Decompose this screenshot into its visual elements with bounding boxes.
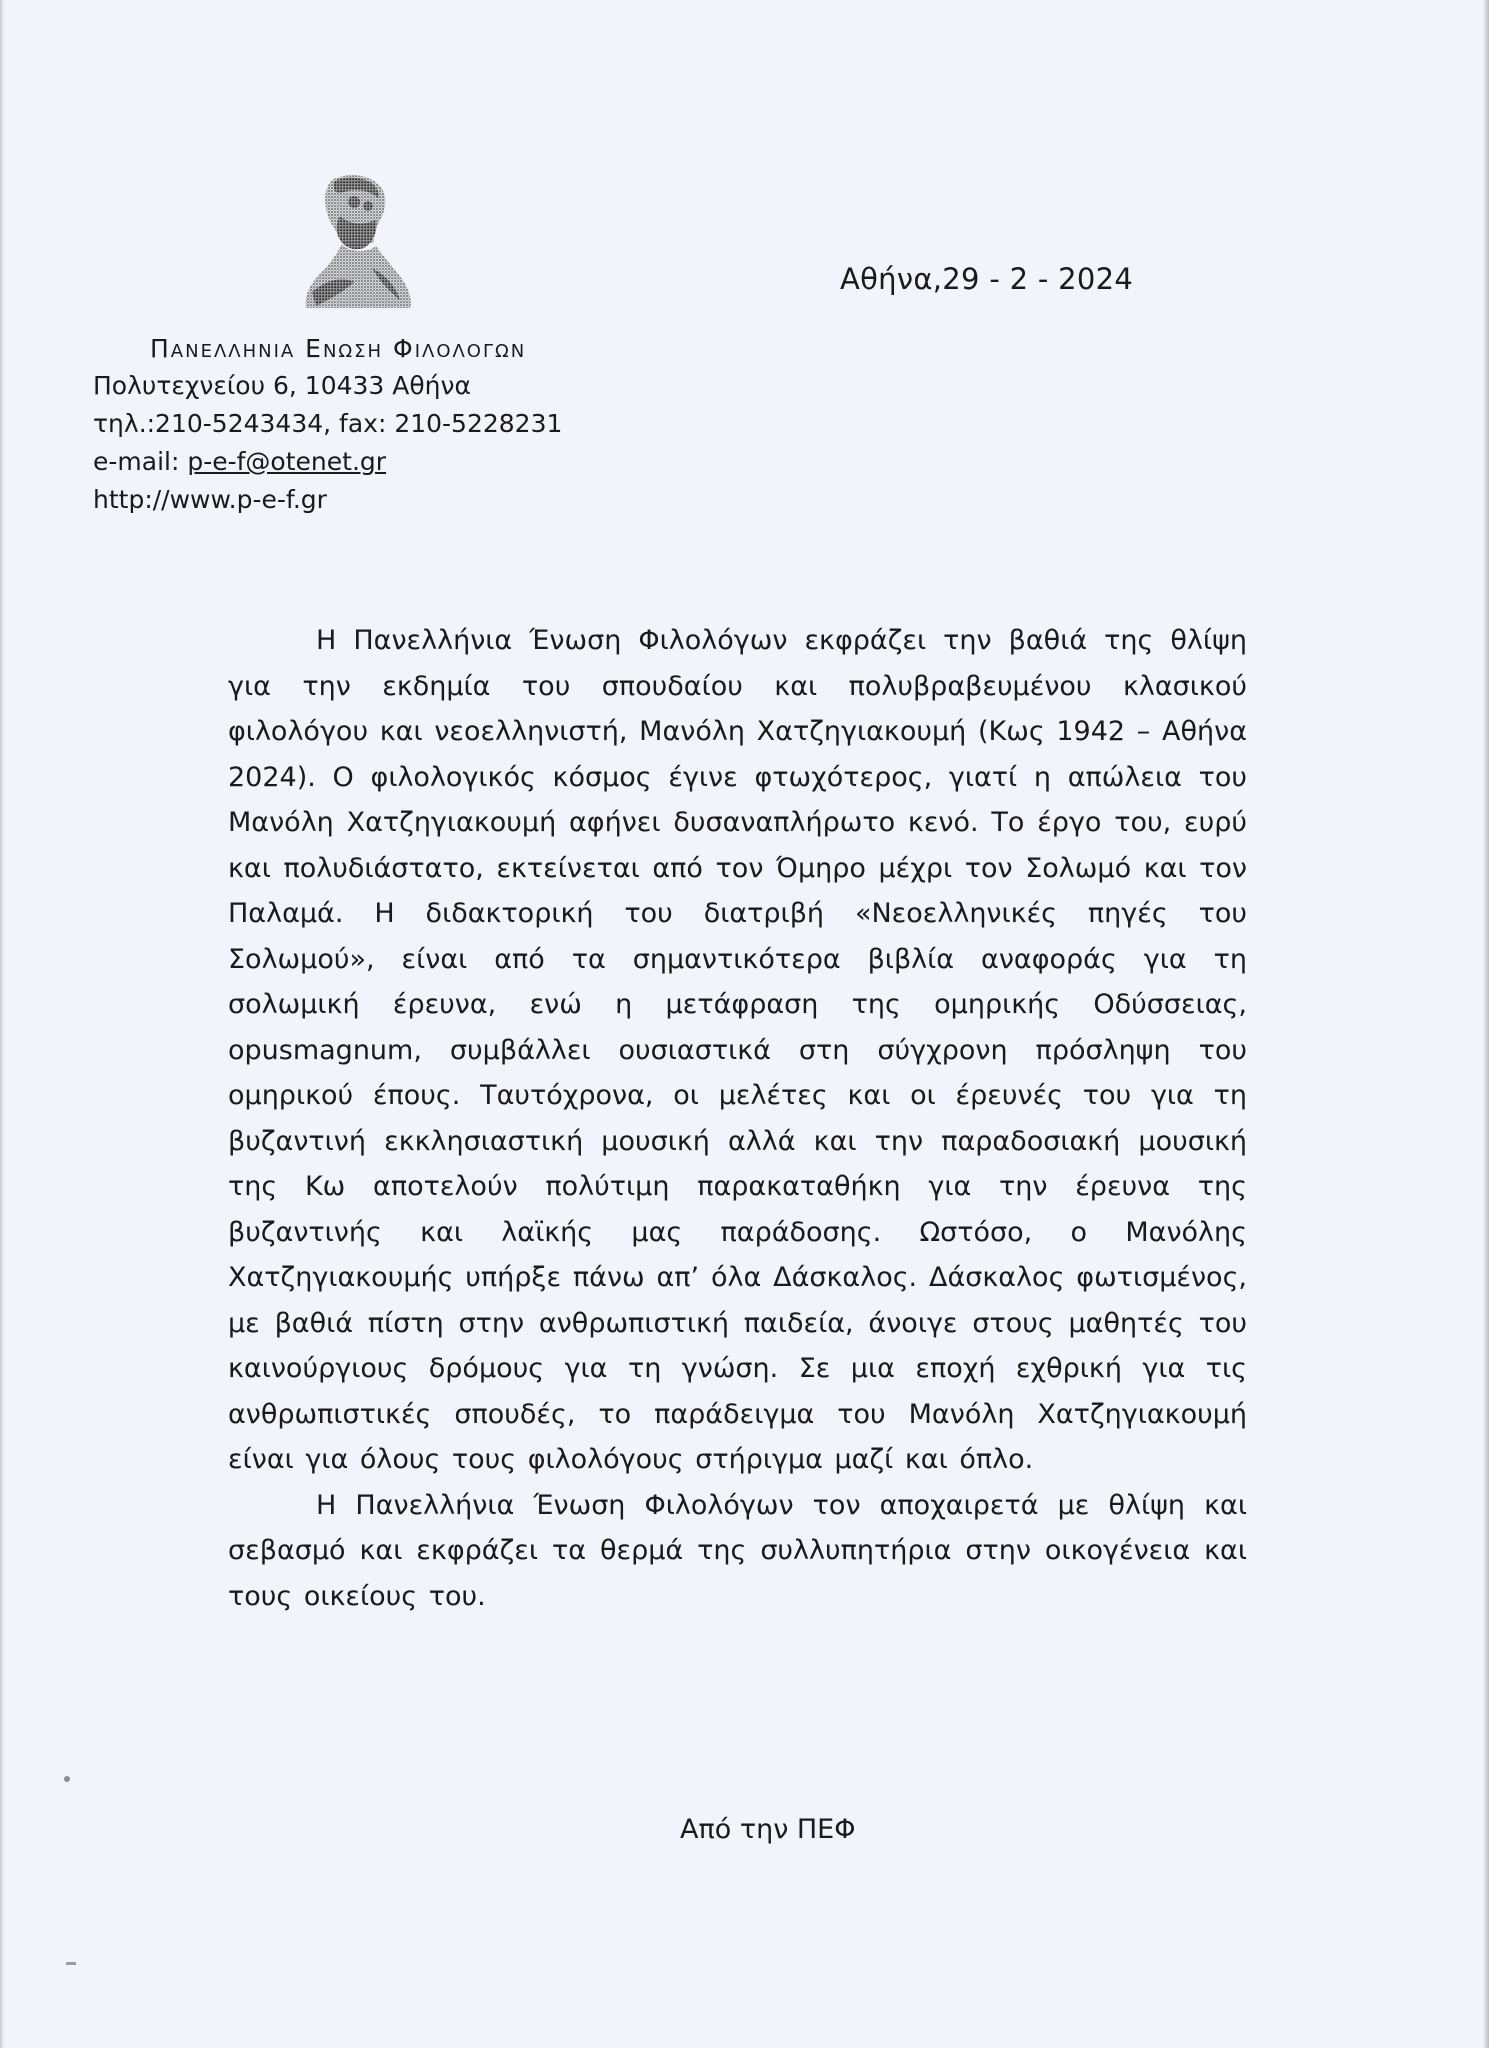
letter-signature: Από την ΠΕΦ [680,1814,856,1845]
scan-edge-right [1483,0,1489,2048]
body-paragraph-1: Η Πανελλήνια Ένωση Φιλολόγων εκφράζει την βαθιά της θλίψη για την εκδημία του σπουδαίου και πολυβραβευμένου κλασικού φιλολόγου και νεοελληνιστή, Μανόλη Χατζηγιακουμή (Κως 1942 – Αθήνα 2024). Ο φιλολογικός κόσμος έγινε φτωχότερος, γιατί η απώλεια του Μανόλη Χατζηγιακουμή αφήνει δυσαναπλήρωτο κενό. Το έργο του, ευρύ και πολυδιάστατο, εκτείνεται από τον Όμηρο μέχρι τον Σολωμό και τον Παλαμά. Η διδακτορική του διατριβή «Νεοελληνικές πηγές του Σολωμού», είναι από τα σημαντικότερα βιβλία αναφοράς για τη σολωμική έρευνα, ενώ η μετάφραση της ομηρικής Οδύσσειας, opusmagnum, συμβάλλει ουσιαστικά στη σύγχρονη πρόσληψη του ομηρικού έπους. Ταυτόχρονα, οι μελέτες και οι έρευνές του για τη βυζαντινή εκκλησιαστική μουσική αλλά και την παραδοσιακή μουσική της Κω αποτελούν πολύτιμη παρακαταθήκη για την έρευνα της βυζαντινής και λαϊκής μας παράδοσης. Ωστόσο, ο Μανόλης Χατζηγιακουμής υπήρξε πάνω απ’ όλα Δάσκαλος. Δάσκαλος φωτισμένος, με βαθιά πίστη στην ανθρωπιστική παιδεία, άνοιγε στους μαθητές του καινούργιους δρόμους για τη γνώση. Σε μια εποχή εχθρική για τις ανθρωπιστικές σπουδές, το παράδειγμα του Μανόλη Χατζηγιακουμή είναι για όλους τους φιλολόγους στήριγμα μαζί και όπλο. [228,625,1247,1475]
organization-email-line [93,447,386,476]
body-paragraph-2: Η Πανελλήνια Ένωση Φιλολόγων τον αποχαιρετά με θλίψη και σεβασμό και εκφράζει τα θερμά της συλλυπητήρια στην οικογένεια και τους οικείους του. [228,1489,1247,1612]
organization-phone-fax: τηλ.:210-5243434, fax: 210-5228231 [93,409,563,438]
scan-speck [64,1776,70,1782]
email-link[interactable]: p-e-f@otenet.gr [187,447,387,476]
bust-statue-logo-icon [292,172,416,310]
scan-edge-left [0,0,4,2048]
scan-mark [66,1962,76,1965]
letter-date: Αθήνα,29 - 2 - 2024 [840,262,1134,296]
organization-name: Πανελληνια Ενωση Φιλολογων [150,334,527,363]
organization-website[interactable]: http://www.p-e-f.gr [93,485,327,514]
organization-address: Πολυτεχνείου 6, 10433 Αθήνα [93,371,471,400]
letter-body [228,618,1247,1619]
email-label: e-mail: [93,447,188,476]
